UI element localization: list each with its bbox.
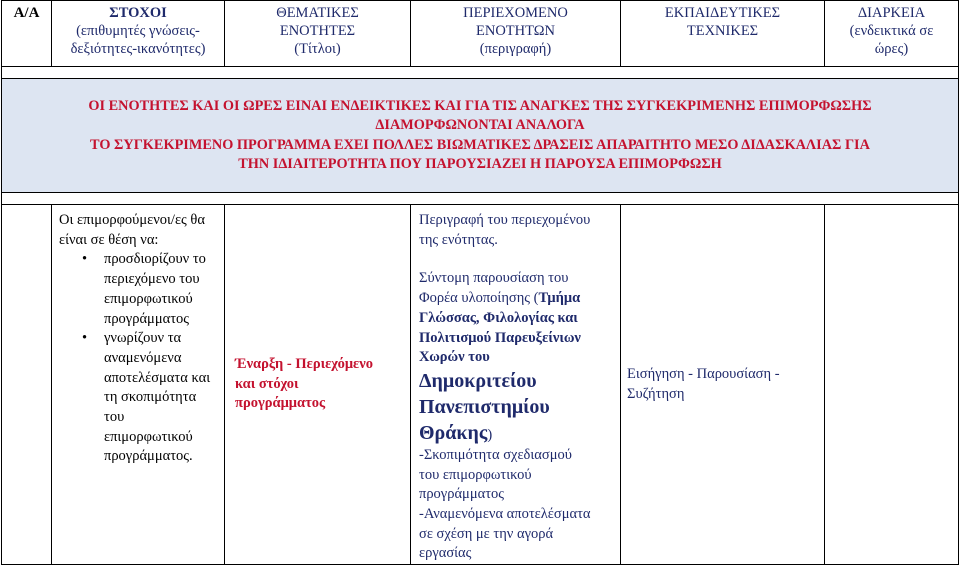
- list-item: • προσδιορίζουν το: [59, 250, 218, 270]
- goals-list: [59, 250, 218, 270]
- header-modules: ΘΕΜΑΤΙΚΕΣ ΕΝΟΤΗΤΕΣ (Τίτλοι): [225, 1, 411, 67]
- content-cell: Περιγραφή του περιεχομένου της ενότητας. Σύντομη παρουσίαση του Φορέα υλοποίησης (Τμήμα Γλώσσας, Φιλολογίας και Πολιτισμού Παρευξείνιων Χωρών του Δημοκριτείου Πανεπιστημίου Θράκης) -Σκοπιμότητα σχεδιασμού του επιμορφωτικού προγράμματος -Αναμενόμενα αποτελέσματα σε σχέση με την αγορά εργασίας: [411, 205, 621, 565]
- header-id: Α/Α: [2, 1, 52, 67]
- module-title-cell: Έναρξη - Περιεχόμενο και στόχοι προγράμματος: [225, 205, 411, 565]
- spacer-row: [2, 193, 959, 205]
- notice-line: ΤΗΝ ΙΔΙΑΙΤΕΡΟΤΗΤΑ ΠΟΥ ΠΑΡΟΥΣΙΑΖΕΙ Η ΠΑΡΟΥΣΑ ΕΠΙΜΟΡΦΩΣΗ: [238, 156, 722, 172]
- goals-cell: Οι επιμορφούμενοι/ες θα είναι σε θέση να: • προσδιορίζουν το περιεχόμενο του επιμορφωτικού προγράμματος • γνωρίζουν τα αναμενόμενα αποτελέσματα και τη σκοπιμότητα του επιμορφωτικού προγράμματος.: [52, 205, 225, 565]
- module-row: [2, 205, 959, 565]
- header-content: ΠΕΡΙΕΧΟΜΕΝΟ ΕΝΟΤΗΤΩΝ (περιγραφή): [411, 1, 621, 67]
- header-techniques: ΕΚΠΑΙΔΕΥΤΙΚΕΣ ΤΕΧΝΙΚΕΣ: [621, 1, 825, 67]
- row-id-cell: [2, 205, 52, 565]
- techniques-cell: Εισήγηση - Παρουσίαση - Συζήτηση: [621, 205, 825, 565]
- header-duration: ΔΙΑΡΚΕΙΑ (ενδεικτικά σε ώρες): [825, 1, 959, 67]
- goals-list: [59, 329, 218, 349]
- list-item: • γνωρίζουν τα: [59, 329, 218, 349]
- bullet-icon: •: [82, 330, 88, 347]
- header-row: [2, 1, 959, 67]
- module-title: Έναρξη - Περιεχόμενο: [235, 356, 373, 373]
- header-goals: ΣΤΟΧΟΙ (επιθυμητές γνώσεις- δεξιότητες-ικανότητες): [52, 1, 225, 67]
- notice-line: ΟΙ ΕΝΟΤΗΤΕΣ ΚΑΙ ΟΙ ΩΡΕΣ ΕΙΝΑΙ ΕΝΔΕΙΚΤΙΚΕΣ ΚΑΙ ΓΙΑ ΤΙΣ ΑΝΑΓΚΕΣ ΤΗΣ ΣΥΓΚΕΚΡΙΜΕΝΗΣ ΕΠΙΜΟΡΦΩΣΗΣ: [88, 97, 872, 114]
- notice-line: ΔΙΑΜΟΡΦΩΝΟΝΤΑΙ ΑΝΑΛΟΓΑ: [375, 117, 585, 133]
- bullet-icon: •: [82, 251, 88, 268]
- training-program-table: [1, 0, 959, 565]
- notice-banner: [2, 79, 959, 193]
- notice-line: ΤΟ ΣΥΓΚΕΚΡΙΜΕΝΟ ΠΡΟΓΡΑΜΜΑ ΕΧΕΙ ΠΟΛΛΕΣ ΒΙΩΜΑΤΙΚΕΣ ΔΡΑΣΕΙΣ ΑΠΑΡΑΙΤΗΤΟ ΜΕΣΟ ΔΙΔΑΣΚΑΛΙΑΣ ΓΙΑ: [90, 136, 870, 153]
- duration-cell: [825, 205, 959, 565]
- spacer-row: [2, 67, 959, 79]
- notice-row: [2, 79, 959, 193]
